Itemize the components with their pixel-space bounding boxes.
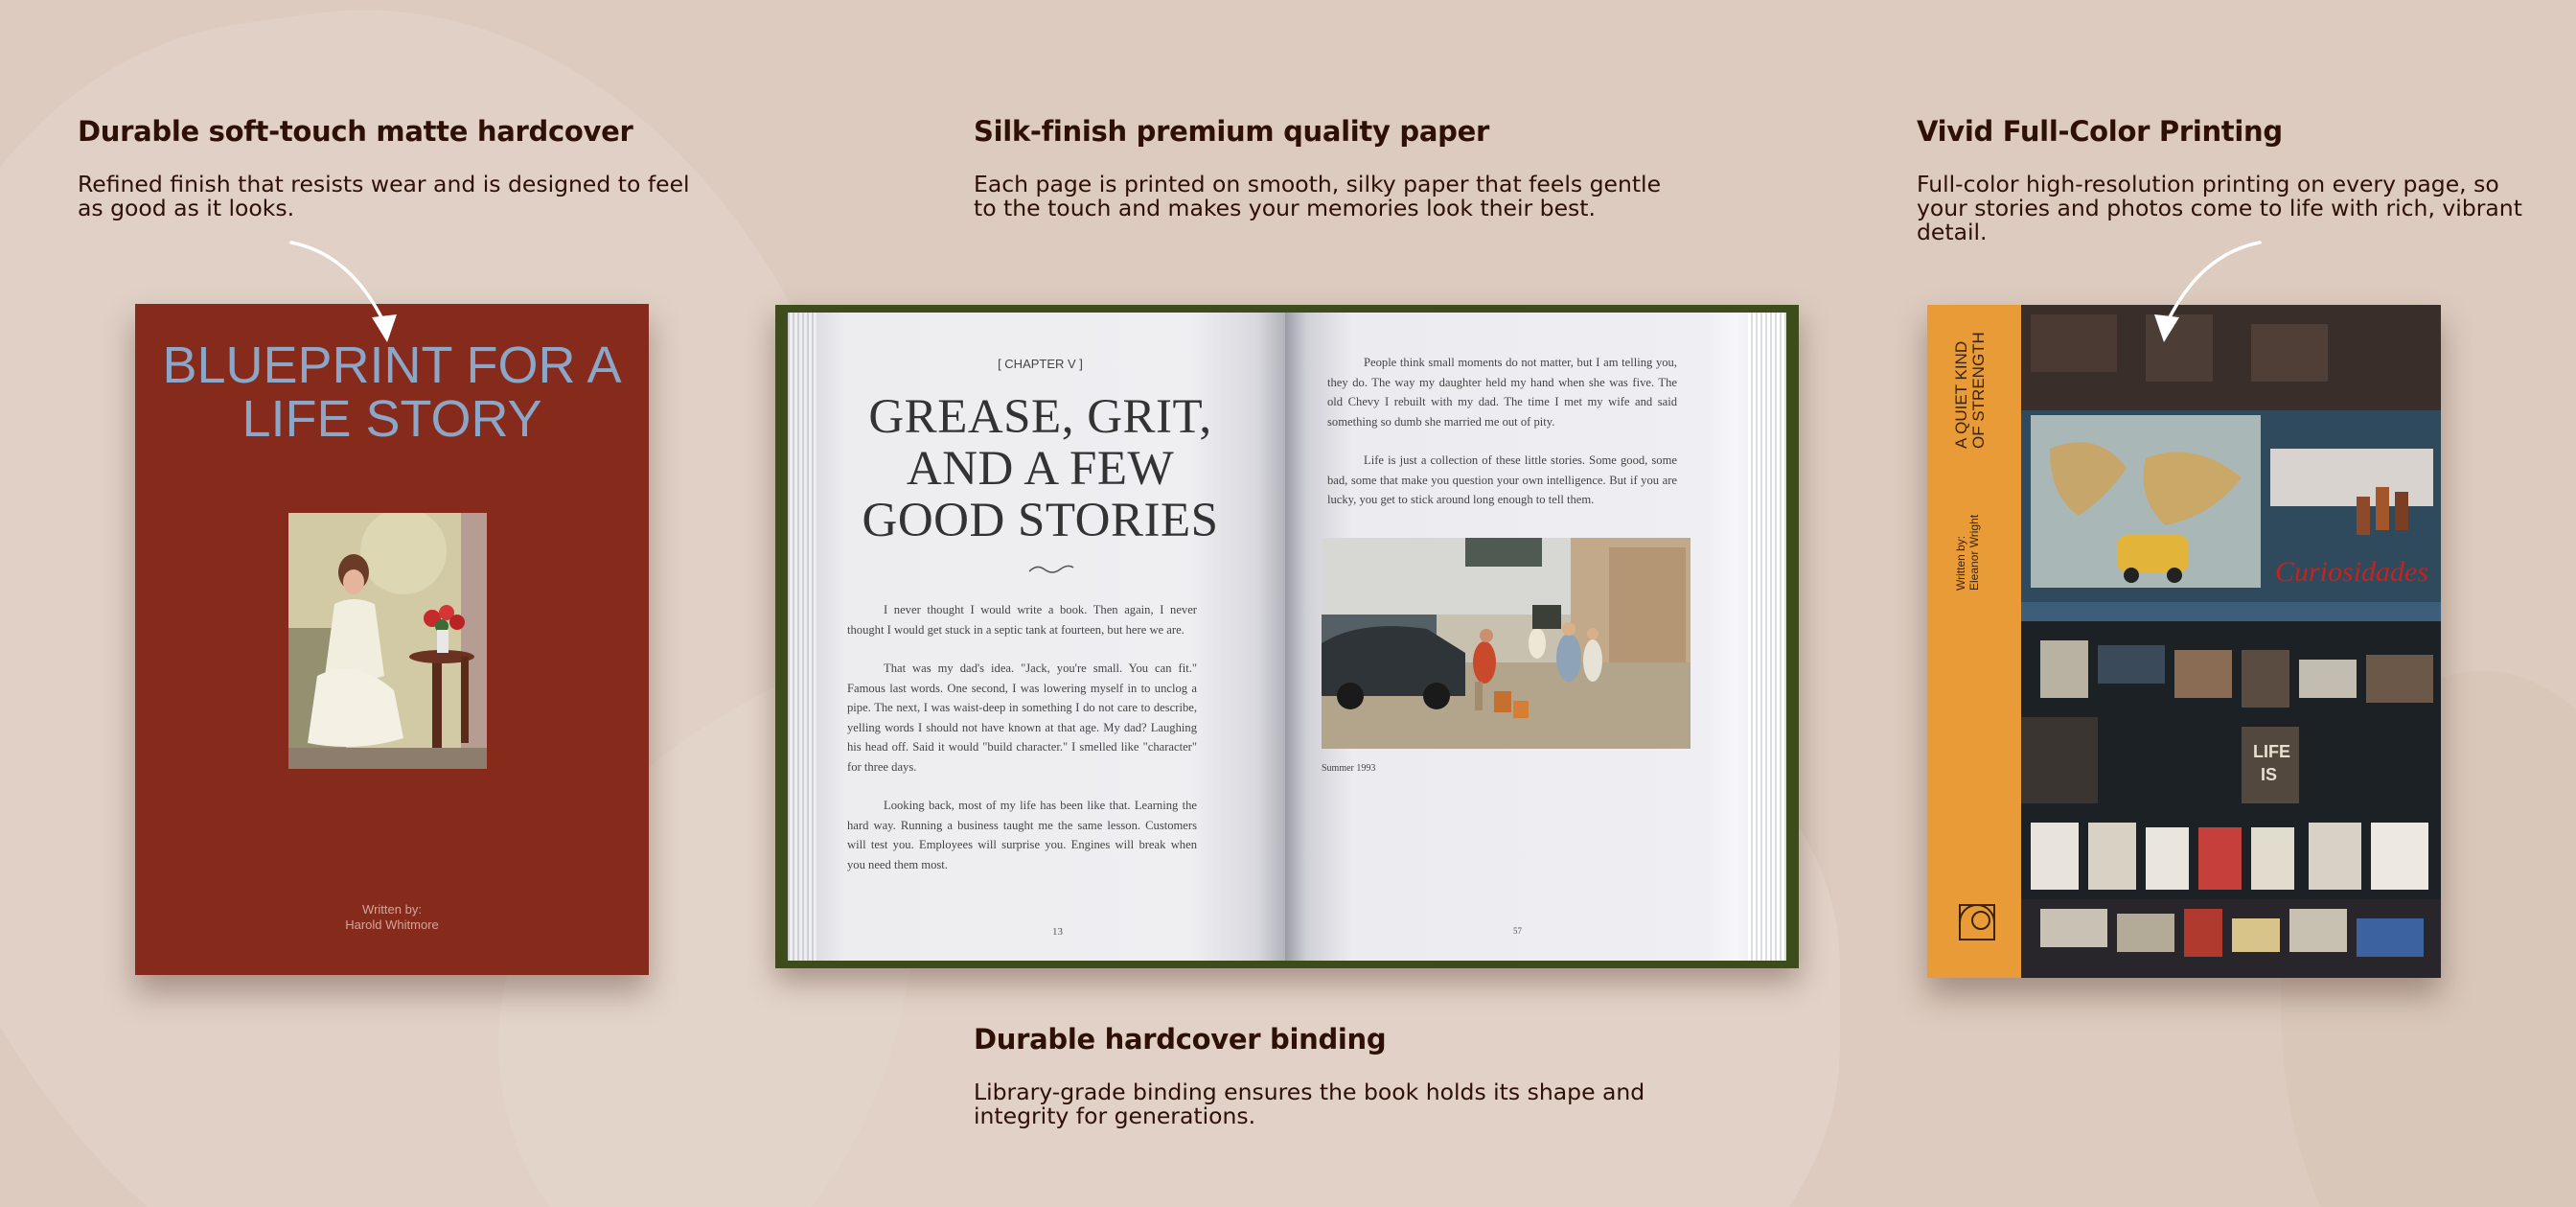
chapter-title-text: GREASE, GRIT, AND A FEW GOOD STORIES bbox=[862, 390, 1219, 547]
paragraph: That was my dad's idea. "Jack, you're small. You can fit." Famous last words. One second, I was lowering myself in to unclog a pipe. The next, I was waist-deep in something I do not care to describe, yelling words I should not have known at that age. My dad? Laughing his head off. Said it would "build character." I smelled like "character" for three days. bbox=[847, 662, 1197, 774]
chapter-title bbox=[788, 391, 1293, 546]
feature-description: Each page is printed on smooth, silky paper that feels gentle to the touch and makes your memories look their best. bbox=[974, 171, 1662, 221]
feature-printing bbox=[1917, 115, 2530, 244]
curved-arrow-icon bbox=[284, 235, 408, 345]
page-number-left: 13 bbox=[1052, 926, 1063, 938]
paragraph: Looking back, most of my life has been like that. Learning the hard way. Running a business taught me the same lesson. Customers will test you. Employees will surprise you. Engines will break when you need them most. bbox=[847, 799, 1197, 871]
chapter-label: [ CHAPTER V ] bbox=[998, 357, 1083, 371]
publisher-logo-icon bbox=[1958, 903, 1996, 941]
feature-title: Silk-finish premium quality paper bbox=[974, 115, 1489, 148]
cover-spine-panel bbox=[1927, 305, 2021, 978]
feature-title: Durable soft-touch matte hardcover bbox=[78, 115, 633, 148]
vintage-photo bbox=[1322, 538, 1690, 749]
ornament-icon bbox=[1027, 564, 1075, 575]
title-line: OF STRENGTH bbox=[1969, 332, 1988, 449]
right-body-text bbox=[1327, 353, 1677, 529]
right-page bbox=[1285, 313, 1786, 961]
feature-title: Vivid Full-Color Printing bbox=[1917, 115, 2283, 148]
left-page bbox=[788, 313, 1293, 961]
feature-description: Library-grade binding ensures the book holds its shape and integrity for generations. bbox=[974, 1079, 1645, 1129]
page-edges-right bbox=[1748, 313, 1786, 961]
book-cover-quiet-kind bbox=[1927, 305, 2441, 978]
page-number-right: 57 bbox=[1513, 926, 1522, 936]
photo-caption: Summer 1993 bbox=[1322, 763, 1376, 774]
shop-window-photo bbox=[2021, 305, 2441, 978]
written-by-label: Written by: bbox=[362, 902, 422, 917]
feature-paper bbox=[974, 115, 1664, 221]
paragraph: I never thought I would write a book. Then again, I never thought I would get stuck in a septic tank at fourteen, but here we are. bbox=[847, 603, 1197, 637]
book-cover-blueprint bbox=[135, 304, 649, 975]
open-book-interior bbox=[775, 305, 1799, 968]
box-text: IS bbox=[2261, 765, 2278, 784]
feature-description: Full-color high-resolution printing on every page, so your stories and photos come to life with rich, vibrant detail. bbox=[1917, 171, 2522, 245]
author-block bbox=[135, 902, 649, 933]
feature-binding bbox=[974, 1023, 1664, 1128]
left-body-text bbox=[847, 600, 1197, 894]
feature-cover bbox=[78, 115, 691, 221]
book-title: BLUEPRINT FOR A LIFE STORY bbox=[162, 337, 622, 448]
title-line: A QUIET KIND bbox=[1952, 340, 1970, 449]
author-name: Harold Whitmore bbox=[345, 917, 439, 932]
cover-photo bbox=[288, 513, 487, 769]
shop-sign-text: Curiosidades bbox=[2275, 556, 2429, 588]
box-text: LIFE bbox=[2253, 742, 2290, 761]
feature-title: Durable hardcover binding bbox=[974, 1023, 1387, 1056]
paragraph: People think small moments do not matter, but I am telling you, they do. The way my daughter held my hand when she was five. The old Chevy I rebuilt with my dad. The time I met my wife and said something so dumb she married me out of pity. bbox=[1327, 356, 1677, 429]
written-by-label: Written by: bbox=[1954, 535, 1967, 591]
author-block bbox=[1954, 515, 1981, 591]
book-title bbox=[1953, 332, 1988, 449]
paragraph: Life is just a collection of these little stories. Some good, some bad, some that make you question your own intelligence. But if you are lucky, you get to stick around long enough to tell them. bbox=[1327, 453, 1677, 506]
author-name: Eleanor Wright bbox=[1967, 514, 1981, 591]
page-edges-left bbox=[788, 313, 816, 961]
feature-description: Refined finish that resists wear and is designed to feel as good as it looks. bbox=[78, 171, 690, 221]
curved-arrow-icon bbox=[2143, 235, 2267, 345]
